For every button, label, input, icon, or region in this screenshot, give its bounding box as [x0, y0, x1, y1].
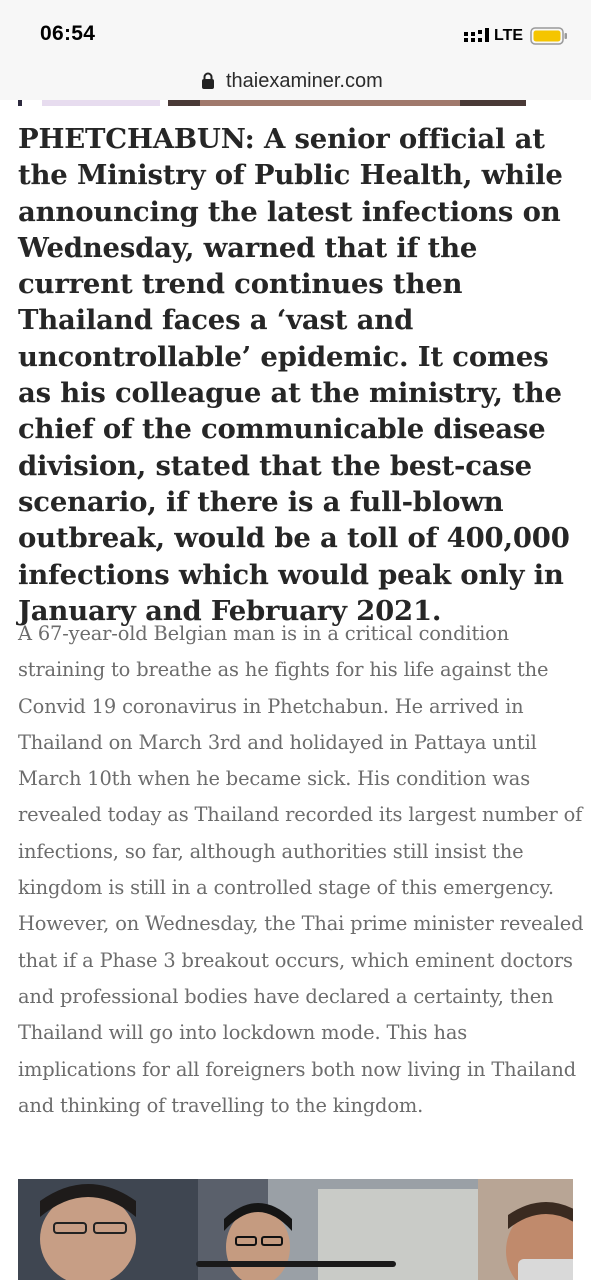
image-fragment — [200, 100, 460, 106]
home-indicator[interactable] — [196, 1261, 396, 1267]
article-body: A 67-year-old Belgian man is in a critical condition straining to breathe as he fights for his life against the Convid 19 coronavirus in Phetchabun. He arrived in Thailand on March 3rd and holidayed in Pattaya until March 10th when he became sick. His condition was revealed today as Thailand recorded its largest number of infections, so far, although authorities still insist the kingdom is still in a controlled stage of this emergency. However, on Wednesday, the Thai prime minister revealed that if a Phase 3 breakout occurs, which eminent doctors and professional bodies have declared a certainty, then Thailand will go into lockdown mode. This has implications for all foreigners both now living in Thailand and thinking of travelling to the kingdom. — [18, 622, 584, 1117]
status-bar — [0, 0, 591, 66]
lock-icon — [201, 72, 215, 90]
status-time: 06:54 — [40, 22, 96, 45]
signal-icon — [464, 28, 490, 44]
address-bar[interactable] — [0, 66, 591, 104]
network-type: LTE — [494, 27, 524, 44]
image-fragment — [18, 100, 22, 106]
url-text[interactable]: thaiexaminer.com — [226, 70, 383, 92]
article-lead: PHETCHABUN: A senior official at the Ministry of Public Health, while announcing the latest infections on Wednesday, warned that if the current trend continues then Thailand faces a ‘vast and uncontrollable’ epidemic. It comes as his colleague at the ministry, the chief of the communicable disease division, stated that the best-case scenario, if there is a full-blown outbreak, would be a toll of 400,000 infections which would peak only in January and February 2021. — [18, 123, 570, 627]
previous-image-edge — [0, 100, 591, 108]
image-fragment — [42, 100, 160, 106]
battery-icon — [530, 27, 568, 45]
